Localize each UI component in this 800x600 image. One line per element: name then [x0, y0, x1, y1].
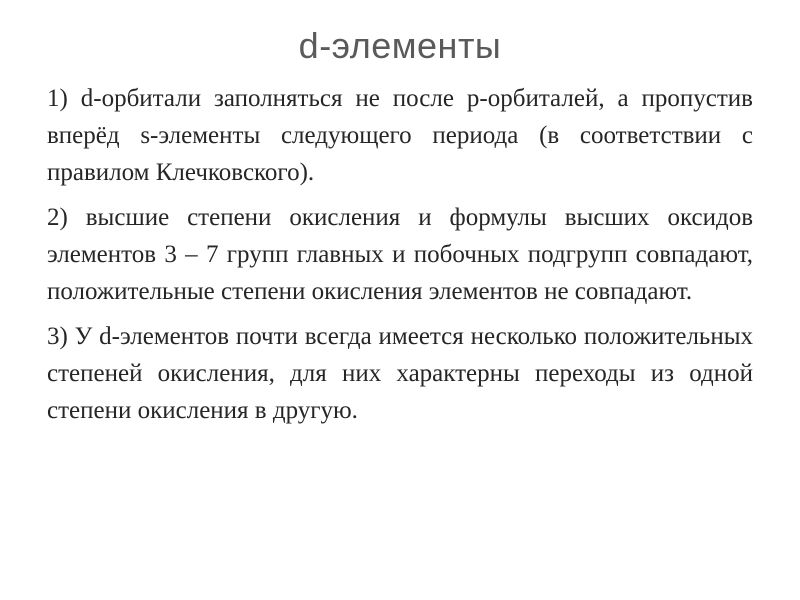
paragraph-2: 2) высшие степени окисления и формулы высших оксидов элементов 3 – 7 групп главных и побочных подгрупп совпадают, положительные степени окисления элементов не совпадают. [47, 204, 753, 305]
paragraph-1: 1) d-орбитали заполняться не после р-орбиталей, а пропустив вперёд s-элементы следующего периода (в соответствии с правилом Клечковского). [47, 85, 753, 186]
slide-title: d-элементы [298, 25, 502, 66]
slide-body [47, 80, 753, 437]
paragraph-3: 3) У d-элементов почти всегда имеется несколько положительных степеней окисления, для них характерны переходы из одной степени окисления в другую. [47, 323, 753, 424]
